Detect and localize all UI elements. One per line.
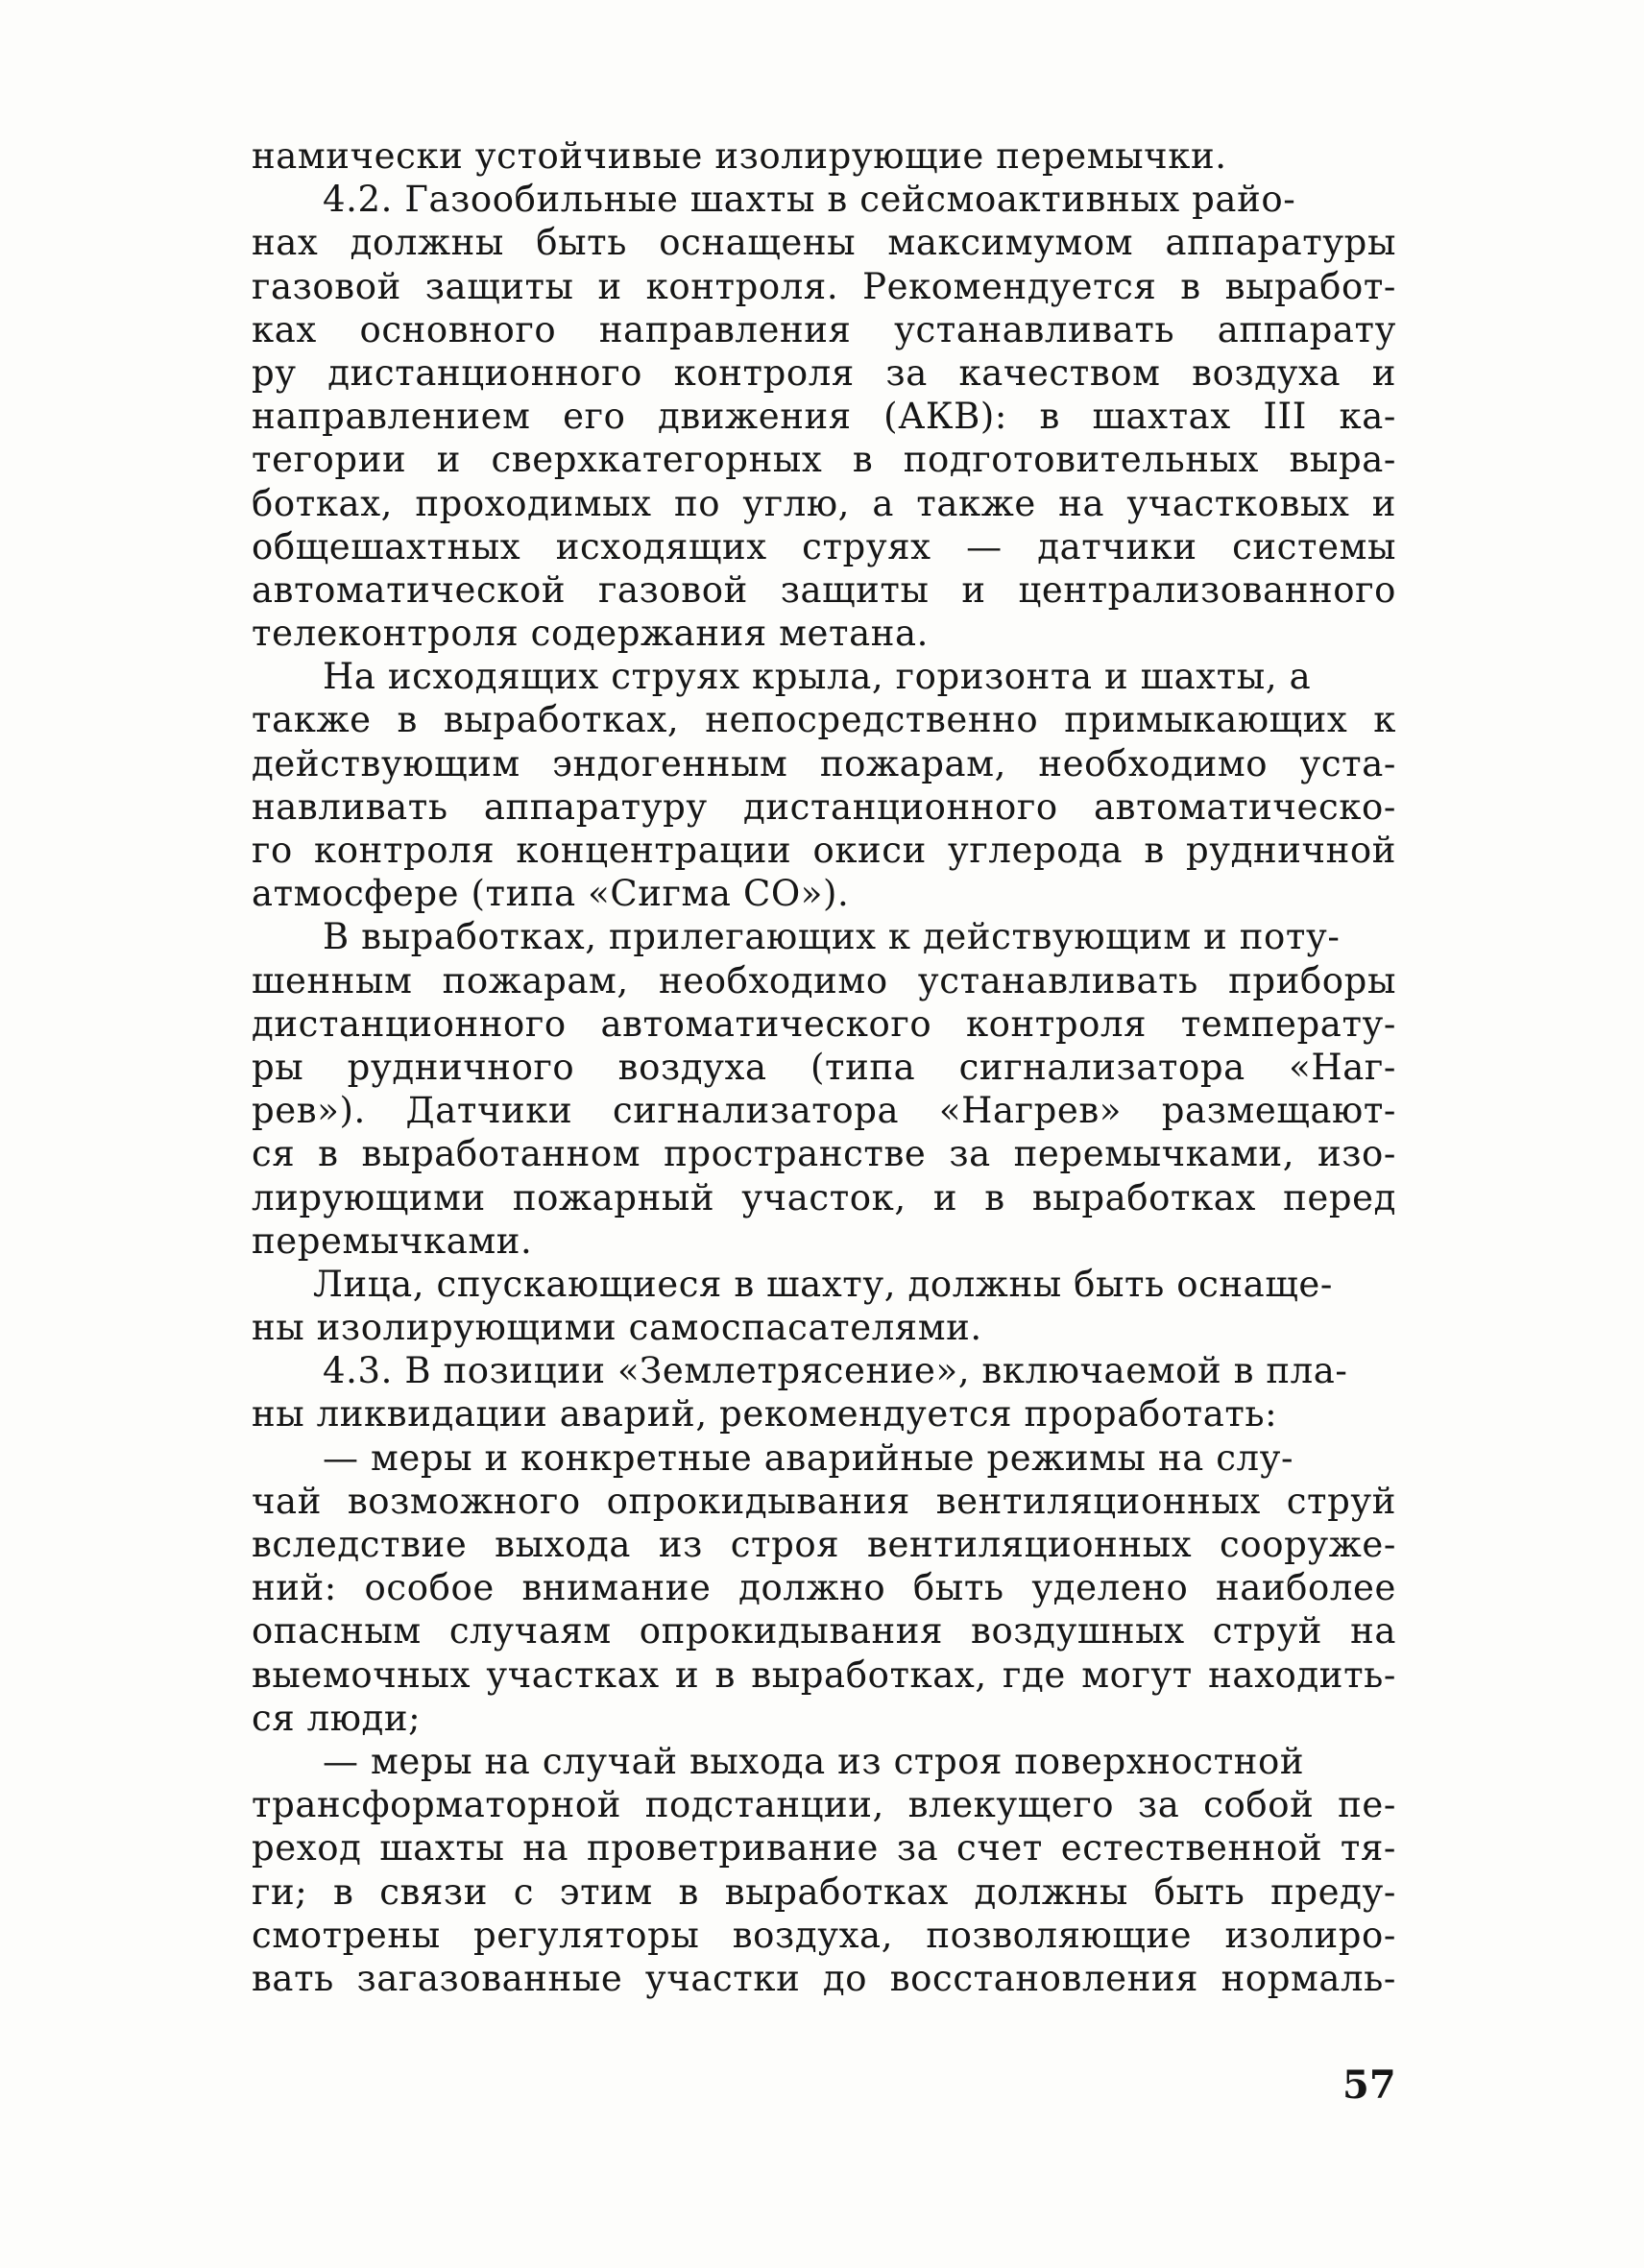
text-line: шенным пожарам, необходимо устанавливать приборы [252, 959, 1396, 1001]
text-line: ках основного направления устанавливать аппарату [252, 308, 1396, 350]
text-line: ры рудничного воздуха (типа сигнализатора «Наг- [252, 1046, 1396, 1088]
text-line: атмосфере (типа «Сигма СО»). [252, 873, 850, 915]
text-line: навливать аппаратуру дистанционного автоматическо- [252, 785, 1396, 828]
text-line: реход шахты на проветривание за счет естественной тя- [252, 1827, 1396, 1870]
text-line: дистанционного автоматического контроля температу- [252, 1002, 1396, 1045]
text-line: нах должны быть оснащены максимумом аппаратуры [252, 222, 1396, 264]
text-line: телеконтроля содержания метана. [252, 613, 930, 655]
text-line: перемычками. [252, 1219, 533, 1262]
text-line: 4.2. Газообильные шахты в сейсмоактивных райо- [323, 179, 1296, 221]
text-line: ний: особое внимание должно быть уделено наиболее [252, 1567, 1396, 1609]
text-line: го контроля концентрации окиси углерода в рудничной [252, 830, 1396, 871]
text-line: рев»). Датчики сигнализатора «Нагрев» размещают- [252, 1090, 1396, 1132]
text-line: — меры и конкретные аварийные режимы на слу- [323, 1436, 1294, 1479]
text-line: ны изолирующими самоспасателями. [252, 1307, 982, 1349]
text-line: также в выработках, непосредственно примыкающих к [252, 699, 1396, 741]
text-line: тегории и сверхкатегорных в подготовительных выра- [252, 439, 1396, 481]
text-line: направлением его движения (АКВ): в шахтах III ка- [252, 396, 1396, 438]
text-line: лирующими пожарный участок, и в выработках перед [252, 1176, 1396, 1218]
text-line: вследствие выхода из строя вентиляционных сооруже- [252, 1524, 1396, 1565]
text-line: ся люди; [252, 1697, 422, 1739]
page-body-text [252, 134, 1396, 2000]
text-line: чай возможного опрокидывания вентиляционных струй [252, 1480, 1396, 1522]
text-line: 4.3. В позиции «Землетрясение», включаемой в пла- [323, 1350, 1348, 1392]
text-line: намически устойчивые изолирующие перемычки. [252, 135, 1227, 177]
text-line: ся в выработанном пространстве за перемычками, изо- [252, 1133, 1396, 1175]
text-line: вать загазованные участки до восстановления нормаль- [252, 1957, 1396, 1999]
text-line: Лица, спускающиеся в шахту, должны быть оснаще- [313, 1263, 1333, 1305]
text-line: выемочных участках и в выработках, где могут находить- [252, 1653, 1396, 1696]
text-line: автоматической газовой защиты и централизованного [252, 568, 1396, 611]
text-line: В выработках, прилегающих к действующим и поту- [323, 916, 1341, 958]
text-line: На исходящих струях крыла, горизонта и шахты, а [323, 656, 1312, 698]
text-line: действующим эндогенным пожарам, необходимо уста- [252, 742, 1396, 784]
text-line: газовой защиты и контроля. Рекомендуется в выработ- [252, 265, 1396, 307]
page-number: 57 [1342, 2063, 1396, 2108]
text-line: трансформаторной подстанции, влекущего за собой пе- [252, 1784, 1396, 1826]
text-line: опасным случаям опрокидывания воздушных струй на [252, 1610, 1396, 1653]
text-line: ру дистанционного контроля за качеством воздуха и [252, 351, 1396, 394]
text-line: — меры на случай выхода из строя поверхностной [323, 1740, 1305, 1782]
text-line: общешахтных исходящих струях — датчики системы [252, 525, 1396, 567]
text-line: ботках, проходимых по углю, а также на участковых и [252, 482, 1396, 524]
text-line: ны ликвидации аварий, рекомендуется проработать: [252, 1393, 1278, 1436]
text-line: смотрены регуляторы воздуха, позволяющие изолиро- [252, 1914, 1396, 1956]
text-line: ги; в связи с этим в выработках должны быть преду- [252, 1870, 1396, 1913]
